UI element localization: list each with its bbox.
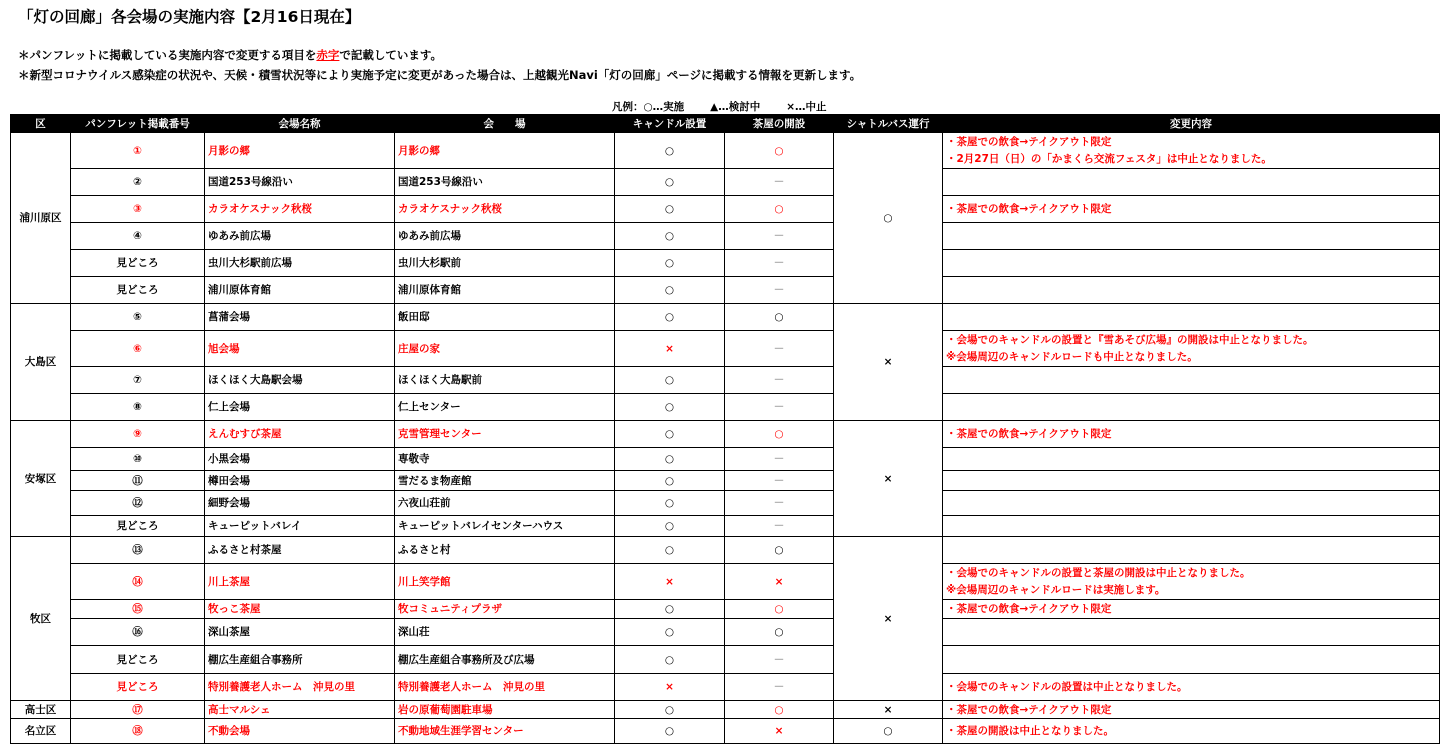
header-venue: 会 場	[395, 115, 615, 133]
note-1-suffix: で記載しています。	[339, 48, 443, 62]
pamphlet-no: 見どころ	[71, 646, 205, 674]
pamphlet-no: ⑮	[71, 600, 205, 619]
table-header-row	[11, 115, 1440, 133]
candle-status: ×	[615, 564, 725, 600]
candle-status: ○	[615, 491, 725, 516]
venue-name: 小黒会場	[205, 448, 395, 471]
header-tea: 茶屋の開設	[725, 115, 834, 133]
venue-location: 雪だるま物産館	[395, 471, 615, 491]
note-1-highlight: 赤字	[316, 48, 340, 62]
change-line: ※会場周辺のキャンドルロードも中止となりました。	[946, 350, 1198, 363]
change-line: ※会場周辺のキャンドルロードは実施します。	[946, 583, 1166, 596]
table-row	[11, 223, 1440, 250]
change-note	[943, 394, 1440, 421]
change-note: ・茶屋での飲食→テイクアウト限定	[943, 701, 1440, 719]
change-note	[943, 133, 1440, 169]
candle-status: ○	[615, 277, 725, 304]
venue-location: 岩の原葡萄園駐車場	[395, 701, 615, 719]
shuttle-status: ×	[834, 537, 943, 701]
district-cell: 牧区	[11, 537, 71, 701]
venue-location: 飯田邸	[395, 304, 615, 331]
candle-status: ○	[615, 646, 725, 674]
table-row	[11, 491, 1440, 516]
table-row	[11, 331, 1440, 367]
candle-status: ×	[615, 674, 725, 701]
change-note	[943, 471, 1440, 491]
table-row	[11, 250, 1440, 277]
change-note: ・会場でのキャンドルの設置は中止となりました。	[943, 674, 1440, 701]
district-cell: 高士区	[11, 701, 71, 719]
tea-status: －	[725, 367, 834, 394]
venue-location: ゆあみ前広場	[395, 223, 615, 250]
district-cell: 名立区	[11, 719, 71, 744]
change-note: ・茶屋での飲食→テイクアウト限定	[943, 196, 1440, 223]
pamphlet-no: ⑨	[71, 421, 205, 448]
venue-name: 細野会場	[205, 491, 395, 516]
venue-name: 川上茶屋	[205, 564, 395, 600]
venue-name: 深山茶屋	[205, 619, 395, 646]
change-line: ・茶屋での飲食→テイクアウト限定	[946, 135, 1112, 148]
venue-location: キューピットバレイセンターハウス	[395, 516, 615, 537]
venue-name: カラオケスナック秋桜	[205, 196, 395, 223]
change-note	[943, 646, 1440, 674]
tea-status: ○	[725, 196, 834, 223]
pamphlet-no: ⑯	[71, 619, 205, 646]
change-note	[943, 250, 1440, 277]
candle-status: ○	[615, 421, 725, 448]
change-note	[943, 564, 1440, 600]
table-row	[11, 367, 1440, 394]
district-cell: 大島区	[11, 304, 71, 421]
venue-location: 棚広生産組合事務所及び広場	[395, 646, 615, 674]
tea-status: ○	[725, 537, 834, 564]
shuttle-status: ○	[834, 719, 943, 744]
pamphlet-no: 見どころ	[71, 250, 205, 277]
candle-status: ×	[615, 331, 725, 367]
tea-status: ○	[725, 421, 834, 448]
venue-name: 仁上会場	[205, 394, 395, 421]
venue-location: 深山荘	[395, 619, 615, 646]
tea-status: －	[725, 331, 834, 367]
change-note: ・茶屋での飲食→テイクアウト限定	[943, 421, 1440, 448]
venue-location: 川上笑学館	[395, 564, 615, 600]
venue-location: 不動地域生涯学習センター	[395, 719, 615, 744]
district-cell: 安塚区	[11, 421, 71, 537]
venue-name: 棚広生産組合事務所	[205, 646, 395, 674]
venue-name: ふるさと村茶屋	[205, 537, 395, 564]
venue-name: 国道253号線沿い	[205, 169, 395, 196]
venue-name: 牧っこ茶屋	[205, 600, 395, 619]
header-candle: キャンドル設置	[615, 115, 725, 133]
pamphlet-no: 見どころ	[71, 516, 205, 537]
candle-status: ○	[615, 250, 725, 277]
note-2: ＊新型コロナウイルス感染症の状況や、天候・積雪状況等により実施予定に変更があった場合は、上越観光Navi「灯の回廊」ページに掲載する情報を更新します。	[18, 68, 862, 82]
shuttle-status: ×	[834, 701, 943, 719]
change-note	[943, 331, 1440, 367]
header-changes: 変更内容	[943, 115, 1440, 133]
tea-status: ○	[725, 701, 834, 719]
pamphlet-no: ③	[71, 196, 205, 223]
table-row	[11, 304, 1440, 331]
venue-name: 虫川大杉駅前広場	[205, 250, 395, 277]
venue-name: 月影の郷	[205, 133, 395, 169]
tea-status: ×	[725, 564, 834, 600]
legend	[612, 99, 853, 114]
candle-status: ○	[615, 719, 725, 744]
header-district: 区	[11, 115, 71, 133]
district-cell: 浦川原区	[11, 133, 71, 304]
tea-status: ○	[725, 133, 834, 169]
candle-status: ○	[615, 304, 725, 331]
table-row	[11, 564, 1440, 600]
table-row	[11, 133, 1440, 169]
venue-name: 特別養護老人ホーム 沖見の里	[205, 674, 395, 701]
pamphlet-no: ⑥	[71, 331, 205, 367]
candle-status: ○	[615, 471, 725, 491]
venue-location: 専敬寺	[395, 448, 615, 471]
pamphlet-no: 見どころ	[71, 277, 205, 304]
change-note	[943, 169, 1440, 196]
venue-name: 旭会場	[205, 331, 395, 367]
change-line: ・会場でのキャンドルの設置と『雪あそび広場』の開設は中止となりました。	[946, 333, 1314, 346]
pamphlet-no: ①	[71, 133, 205, 169]
note-1	[18, 47, 442, 63]
venue-name: 不動会場	[205, 719, 395, 744]
note-1-prefix: ＊パンフレットに掲載している実施内容で変更する項目を	[18, 48, 317, 62]
page-title: 「灯の回廊」各会場の実施内容【2月16日現在】	[18, 8, 361, 26]
pamphlet-no: ⑫	[71, 491, 205, 516]
venue-location: 国道253号線沿い	[395, 169, 615, 196]
venue-name: えんむすび茶屋	[205, 421, 395, 448]
candle-status: ○	[615, 394, 725, 421]
change-note	[943, 448, 1440, 471]
venue-name: ほくほく大島駅会場	[205, 367, 395, 394]
shuttle-status: ×	[834, 421, 943, 537]
legend-implemented: 凡例：○…実施	[612, 101, 685, 113]
venue-location: 月影の郷	[395, 133, 615, 169]
venue-name: 高士マルシェ	[205, 701, 395, 719]
change-line: ・会場でのキャンドルの設置と茶屋の開設は中止となりました。	[946, 566, 1251, 579]
pamphlet-no: ⑤	[71, 304, 205, 331]
venue-table	[10, 114, 1440, 744]
tea-status: －	[725, 250, 834, 277]
change-note: ・茶屋の開設は中止となりました。	[943, 719, 1440, 744]
tea-status: －	[725, 277, 834, 304]
candle-status: ○	[615, 223, 725, 250]
pamphlet-no: ④	[71, 223, 205, 250]
candle-status: ○	[615, 600, 725, 619]
shuttle-status: ○	[834, 133, 943, 304]
change-note	[943, 491, 1440, 516]
venue-location: 仁上センター	[395, 394, 615, 421]
pamphlet-no: 見どころ	[71, 674, 205, 701]
pamphlet-no: ⑦	[71, 367, 205, 394]
pamphlet-no: ⑩	[71, 448, 205, 471]
tea-status: ○	[725, 600, 834, 619]
table-row	[11, 394, 1440, 421]
tea-status: －	[725, 674, 834, 701]
tea-status: ○	[725, 619, 834, 646]
header-shuttle: シャトルバス運行	[834, 115, 943, 133]
candle-status: ○	[615, 516, 725, 537]
tea-status: ×	[725, 719, 834, 744]
tea-status: －	[725, 223, 834, 250]
venue-location: 虫川大杉駅前	[395, 250, 615, 277]
venue-name: 菖蒲会場	[205, 304, 395, 331]
pamphlet-no: ⑱	[71, 719, 205, 744]
venue-name: ゆあみ前広場	[205, 223, 395, 250]
candle-status: ○	[615, 619, 725, 646]
tea-status: －	[725, 491, 834, 516]
header-pamphlet-no: パンフレット掲載番号	[71, 115, 205, 133]
change-note	[943, 367, 1440, 394]
venue-location: 浦川原体育館	[395, 277, 615, 304]
legend-considering: ▲…検討中	[710, 101, 761, 113]
table-row	[11, 277, 1440, 304]
tea-status: －	[725, 516, 834, 537]
venue-location: 庄屋の家	[395, 331, 615, 367]
tea-status: －	[725, 169, 834, 196]
table-row	[11, 537, 1440, 564]
venue-name: キューピットバレイ	[205, 516, 395, 537]
candle-status: ○	[615, 169, 725, 196]
change-note	[943, 223, 1440, 250]
change-note	[943, 277, 1440, 304]
change-note	[943, 537, 1440, 564]
table-row	[11, 471, 1440, 491]
table-row	[11, 646, 1440, 674]
tea-status: ○	[725, 304, 834, 331]
venue-location: 克雪管理センター	[395, 421, 615, 448]
table-row	[11, 169, 1440, 196]
table-row	[11, 719, 1440, 744]
table-row	[11, 600, 1440, 619]
table-row	[11, 619, 1440, 646]
pamphlet-no: ⑰	[71, 701, 205, 719]
candle-status: ○	[615, 701, 725, 719]
candle-status: ○	[615, 133, 725, 169]
candle-status: ○	[615, 196, 725, 223]
pamphlet-no: ⑬	[71, 537, 205, 564]
venue-location: カラオケスナック秋桜	[395, 196, 615, 223]
candle-status: ○	[615, 367, 725, 394]
table-row	[11, 516, 1440, 537]
shuttle-status: ×	[834, 304, 943, 421]
pamphlet-no: ⑪	[71, 471, 205, 491]
venue-location: 牧コミュニティプラザ	[395, 600, 615, 619]
change-note: ・茶屋での飲食→テイクアウト限定	[943, 600, 1440, 619]
legend-cancelled: ×…中止	[786, 101, 827, 113]
venue-name: 樽田会場	[205, 471, 395, 491]
pamphlet-no: ⑭	[71, 564, 205, 600]
venue-location: 特別養護老人ホーム 沖見の里	[395, 674, 615, 701]
table-row	[11, 196, 1440, 223]
tea-status: －	[725, 448, 834, 471]
table-row	[11, 701, 1440, 719]
change-note	[943, 304, 1440, 331]
venue-location: ふるさと村	[395, 537, 615, 564]
change-note	[943, 619, 1440, 646]
change-note	[943, 516, 1440, 537]
venue-location: ほくほく大島駅前	[395, 367, 615, 394]
tea-status: －	[725, 394, 834, 421]
candle-status: ○	[615, 537, 725, 564]
header-venue-name: 会場名称	[205, 115, 395, 133]
venue-name: 浦川原体育館	[205, 277, 395, 304]
venue-location: 六夜山荘前	[395, 491, 615, 516]
candle-status: ○	[615, 448, 725, 471]
pamphlet-no: ②	[71, 169, 205, 196]
tea-status: －	[725, 646, 834, 674]
change-line: ・2月27日（日）の「かまくら交流フェスタ」は中止となりました。	[946, 152, 1272, 165]
table-row	[11, 421, 1440, 448]
tea-status: －	[725, 471, 834, 491]
table-row	[11, 674, 1440, 701]
table-row	[11, 448, 1440, 471]
pamphlet-no: ⑧	[71, 394, 205, 421]
